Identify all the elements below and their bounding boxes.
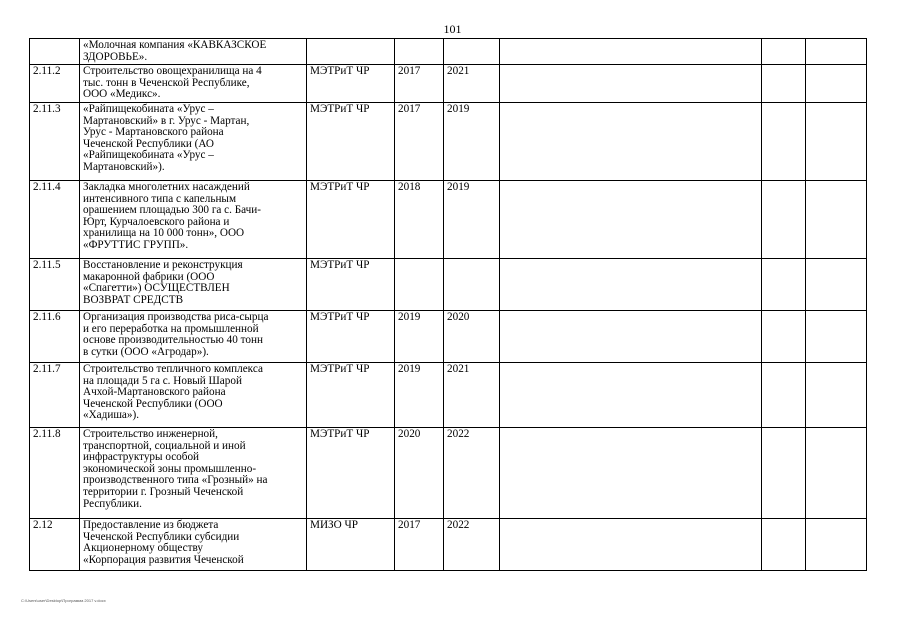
row-start-year <box>395 39 444 65</box>
row-col-6 <box>500 259 762 311</box>
table-row <box>30 103 867 181</box>
row-col-7 <box>762 259 806 311</box>
row-responsible: МЭТРиТ ЧР <box>307 65 395 103</box>
row-col-7 <box>762 103 806 181</box>
table-row <box>30 363 867 428</box>
row-col-8 <box>806 519 867 571</box>
row-end-year <box>444 259 500 311</box>
row-col-7 <box>762 181 806 259</box>
row-description: Строительство овощехранилища на 4 тыс. тонн в Чеченской Республике, ООО «Медикс». <box>80 65 307 103</box>
row-col-7 <box>762 39 806 65</box>
table-row <box>30 519 867 571</box>
row-col-7 <box>762 311 806 363</box>
row-start-year: 2017 <box>395 519 444 571</box>
row-responsible: МЭТРиТ ЧР <box>307 311 395 363</box>
row-end-year: 2019 <box>444 181 500 259</box>
row-col-7 <box>762 519 806 571</box>
row-col-7 <box>762 428 806 519</box>
row-col-7 <box>762 363 806 428</box>
row-col-8 <box>806 259 867 311</box>
row-description: Закладка многолетних насаждений интенсивного типа с капельным орашением площадью 300 га с. Бачи- Юрт, Курчалоевского района и хранилища на 10 000 тонн», ООО «ФРУТТИС ГРУПП». <box>80 181 307 259</box>
row-end-year: 2021 <box>444 363 500 428</box>
row-start-year: 2017 <box>395 103 444 181</box>
row-responsible <box>307 39 395 65</box>
row-description: «Райпищекобината «Урус – Мартановский» в г. Урус - Мартан, Урус - Мартановского района Чеченской Республики (АО «Райпищекобината «Урус – Мартановский»). <box>80 103 307 181</box>
row-description: Строительство инженерной, транспортной, социальной и иной инфраструктуры особой экономической зоны промышленно- производственного типа «Грозный» на территории г. Грозный Чеченской Республики. <box>80 428 307 519</box>
row-end-year: 2019 <box>444 103 500 181</box>
row-responsible: МИЗО ЧР <box>307 519 395 571</box>
row-description: Строительство тепличного комплекса на площади 5 га с. Новый Шарой Ачхой-Мартановского района Чеченской Республики (ООО «Хадиша»). <box>80 363 307 428</box>
row-responsible: МЭТРиТ ЧР <box>307 181 395 259</box>
row-end-year: 2022 <box>444 428 500 519</box>
row-number: 2.11.3 <box>30 103 80 181</box>
row-responsible: МЭТРиТ ЧР <box>307 259 395 311</box>
table-row <box>30 39 867 65</box>
row-col-7 <box>762 65 806 103</box>
row-col-6 <box>500 519 762 571</box>
row-number: 2.12 <box>30 519 80 571</box>
row-number: 2.11.5 <box>30 259 80 311</box>
row-number <box>30 39 80 65</box>
table-row <box>30 311 867 363</box>
row-number: 2.11.7 <box>30 363 80 428</box>
row-responsible: МЭТРиТ ЧР <box>307 363 395 428</box>
row-col-6 <box>500 311 762 363</box>
row-col-8 <box>806 311 867 363</box>
row-number: 2.11.8 <box>30 428 80 519</box>
row-start-year: 2017 <box>395 65 444 103</box>
row-start-year <box>395 259 444 311</box>
row-responsible: МЭТРиТ ЧР <box>307 428 395 519</box>
row-col-6 <box>500 428 762 519</box>
row-col-8 <box>806 103 867 181</box>
page-number: 101 <box>443 22 462 36</box>
row-col-8 <box>806 181 867 259</box>
row-col-6 <box>500 103 762 181</box>
row-number: 2.11.6 <box>30 311 80 363</box>
row-col-8 <box>806 428 867 519</box>
row-number: 2.11.4 <box>30 181 80 259</box>
table-row <box>30 259 867 311</box>
row-end-year: 2021 <box>444 65 500 103</box>
row-col-8 <box>806 363 867 428</box>
row-col-6 <box>500 65 762 103</box>
row-col-6 <box>500 363 762 428</box>
row-end-year: 2022 <box>444 519 500 571</box>
row-description: Предоставление из бюджета Чеченской Республики субсидии Акционерному обществу «Корпорация развития Чеченской <box>80 519 307 571</box>
row-description: Организация производства риса-сырца и его переработка на промышленной основе производительностью 40 тонн в сутки (ООО «Агродар»). <box>80 311 307 363</box>
row-start-year: 2018 <box>395 181 444 259</box>
table-row <box>30 65 867 103</box>
row-end-year <box>444 39 500 65</box>
row-col-6 <box>500 39 762 65</box>
row-number: 2.11.2 <box>30 65 80 103</box>
program-table <box>29 38 867 571</box>
row-start-year: 2019 <box>395 311 444 363</box>
row-responsible: МЭТРиТ ЧР <box>307 103 395 181</box>
row-description: Восстановление и реконструкция макаронной фабрики (ООО «Спагетти») ОСУЩЕСТВЛЕН ВОЗВРАТ СРЕДСТВ <box>80 259 307 311</box>
row-col-8 <box>806 39 867 65</box>
row-start-year: 2020 <box>395 428 444 519</box>
row-col-8 <box>806 65 867 103</box>
row-start-year: 2019 <box>395 363 444 428</box>
row-end-year: 2020 <box>444 311 500 363</box>
row-description: «Молочная компания «КАВКАЗСКОЕ ЗДОРОВЬЕ». <box>80 39 307 65</box>
table-row <box>30 428 867 519</box>
row-col-6 <box>500 181 762 259</box>
table-row <box>30 181 867 259</box>
document-path-footer: C:\Users\user\Desktop\Программа 2017 v.docx <box>21 598 106 603</box>
